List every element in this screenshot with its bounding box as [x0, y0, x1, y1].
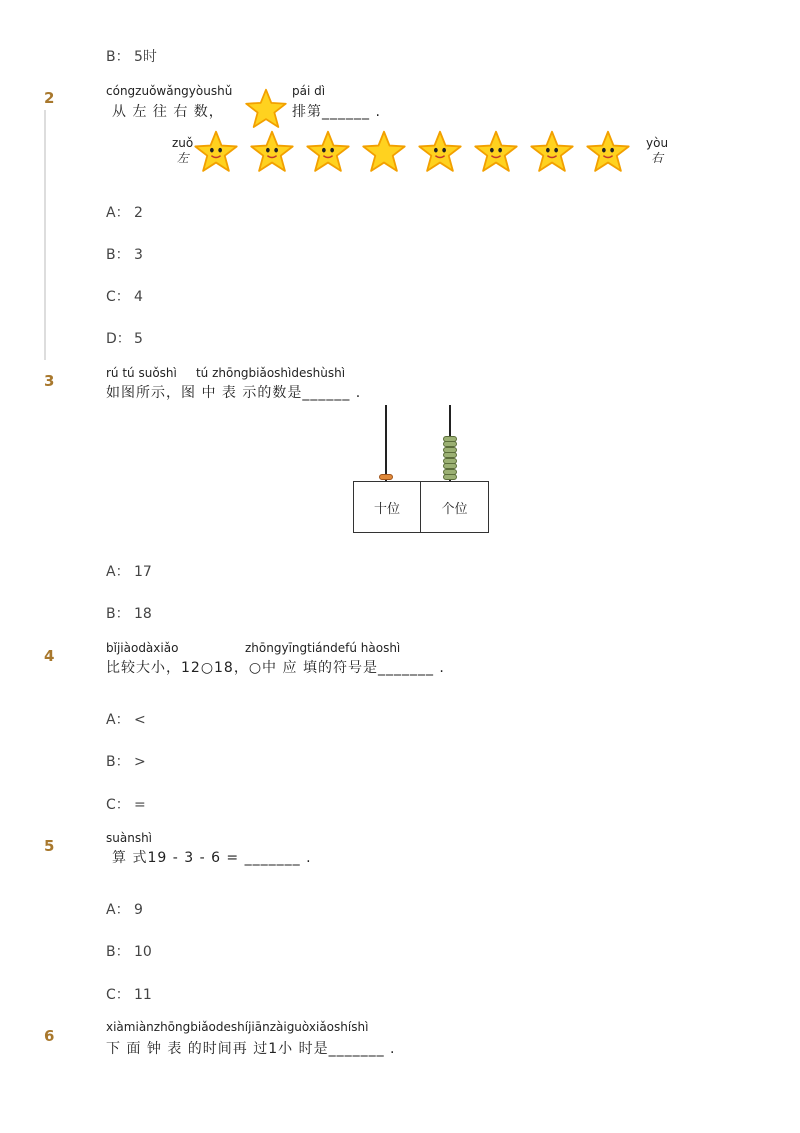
- ones-bead: [443, 441, 457, 447]
- right-pinyin: yòu: [646, 136, 669, 150]
- option-value: 11: [134, 987, 152, 1003]
- q2-option-d[interactable]: [106, 328, 143, 348]
- q2-text-left: 从 左 往 右 数，: [112, 104, 224, 120]
- option-key: A：: [106, 564, 130, 580]
- q2-text-right: 排第______ .: [292, 104, 381, 120]
- q3-option-a[interactable]: [106, 561, 152, 581]
- q4-option-a[interactable]: [106, 709, 146, 729]
- option-value: >: [134, 754, 146, 770]
- ones-bead: [443, 436, 457, 442]
- q5-text: 算 式19 - 3 - 6 = _______ .: [112, 850, 312, 866]
- q5-option-c[interactable]: [106, 984, 152, 1004]
- question-number-4: 4: [44, 647, 55, 665]
- q3-text: 如图所示，图 中 表 示的数是______ .: [106, 385, 362, 401]
- ones-bead: [443, 463, 457, 469]
- option-key: B：: [106, 754, 130, 770]
- q4-pinyin-right: zhōngyīngtiándefú hàoshì: [245, 641, 401, 655]
- q2-pinyin-left: cóngzuǒwǎngyòushǔ: [106, 84, 233, 98]
- question-number-5: 5: [44, 837, 55, 855]
- q5-option-b[interactable]: [106, 941, 152, 961]
- q2-option-c[interactable]: [106, 286, 143, 306]
- q5-option-a[interactable]: [106, 899, 143, 919]
- option-key: B：: [106, 606, 130, 622]
- ones-bead: [443, 458, 457, 464]
- option-value: <: [134, 712, 146, 728]
- option-value: 9: [134, 902, 143, 918]
- q6-text: 下 面 钟 表 的时间再 过1小 时是_______ .: [106, 1041, 396, 1057]
- smiley-star-icon: [251, 132, 292, 171]
- left-label: [172, 136, 193, 166]
- star-row: [193, 129, 643, 175]
- tens-rod: [385, 405, 387, 481]
- question-divider: [44, 110, 46, 360]
- plain-star-icon: [363, 132, 404, 171]
- option-key: D：: [106, 331, 131, 347]
- option-value: 2: [134, 205, 143, 221]
- smiley-star-icon: [475, 132, 516, 171]
- ones-bead: [443, 447, 457, 453]
- q4-text: 比较大小，12○18，○中 应 填的符号是_______ .: [106, 660, 445, 676]
- smiley-star-icon: [195, 132, 236, 171]
- option-key: B：: [106, 944, 130, 960]
- q1-option-b[interactable]: [106, 46, 157, 66]
- option-key: C：: [106, 289, 130, 305]
- smiley-star-icon: [587, 132, 628, 171]
- q6-pinyin: xiàmiànzhōngbiǎodeshíjiānzàiguòxiǎoshíshì: [106, 1020, 369, 1034]
- option-key: C：: [106, 797, 130, 813]
- tens-bead: [379, 474, 393, 480]
- q2-pinyin-right: pái dì: [292, 84, 326, 98]
- tens-box: 十位: [353, 481, 421, 533]
- ones-bead: [443, 469, 457, 475]
- q4-option-c[interactable]: [106, 794, 146, 814]
- option-value: 18: [134, 606, 152, 622]
- ones-box: 个位: [420, 481, 489, 533]
- right-hanzi: 右: [651, 151, 664, 165]
- option-key: A：: [106, 712, 130, 728]
- abacus-figure: [353, 405, 489, 535]
- option-key: A：: [106, 205, 130, 221]
- left-pinyin: zuǒ: [172, 136, 194, 150]
- smiley-star-icon: [419, 132, 460, 171]
- q4-option-b[interactable]: [106, 751, 146, 771]
- smiley-star-icon: [307, 132, 348, 171]
- star-icon: [244, 87, 288, 135]
- ones-bead: [443, 452, 457, 458]
- option-key: A：: [106, 902, 130, 918]
- q5-pinyin: suànshì: [106, 831, 153, 845]
- option-value: 3: [134, 247, 143, 263]
- option-value: =: [134, 797, 146, 813]
- q3-pinyin: rú tú suǒshì tú zhōngbiǎoshìdeshùshì: [106, 366, 346, 380]
- q4-pinyin-left: bǐjiàodàxiǎo: [106, 641, 179, 655]
- option-value: 5: [134, 331, 143, 347]
- q2-option-a[interactable]: [106, 202, 143, 222]
- q3-option-b[interactable]: [106, 603, 152, 623]
- question-number-6: 6: [44, 1027, 55, 1045]
- left-hanzi: 左: [176, 151, 189, 165]
- question-number-2: 2: [44, 89, 55, 107]
- question-number-3: 3: [44, 372, 55, 390]
- option-key: B：: [106, 247, 130, 263]
- option-value: 5时: [134, 49, 157, 65]
- option-key: C：: [106, 987, 130, 1003]
- q2-option-b[interactable]: [106, 244, 143, 264]
- option-value: 17: [134, 564, 152, 580]
- right-label: [646, 136, 668, 166]
- option-value: 10: [134, 944, 152, 960]
- option-value: 4: [134, 289, 143, 305]
- option-key: B：: [106, 49, 130, 65]
- ones-bead: [443, 474, 457, 480]
- smiley-star-icon: [531, 132, 572, 171]
